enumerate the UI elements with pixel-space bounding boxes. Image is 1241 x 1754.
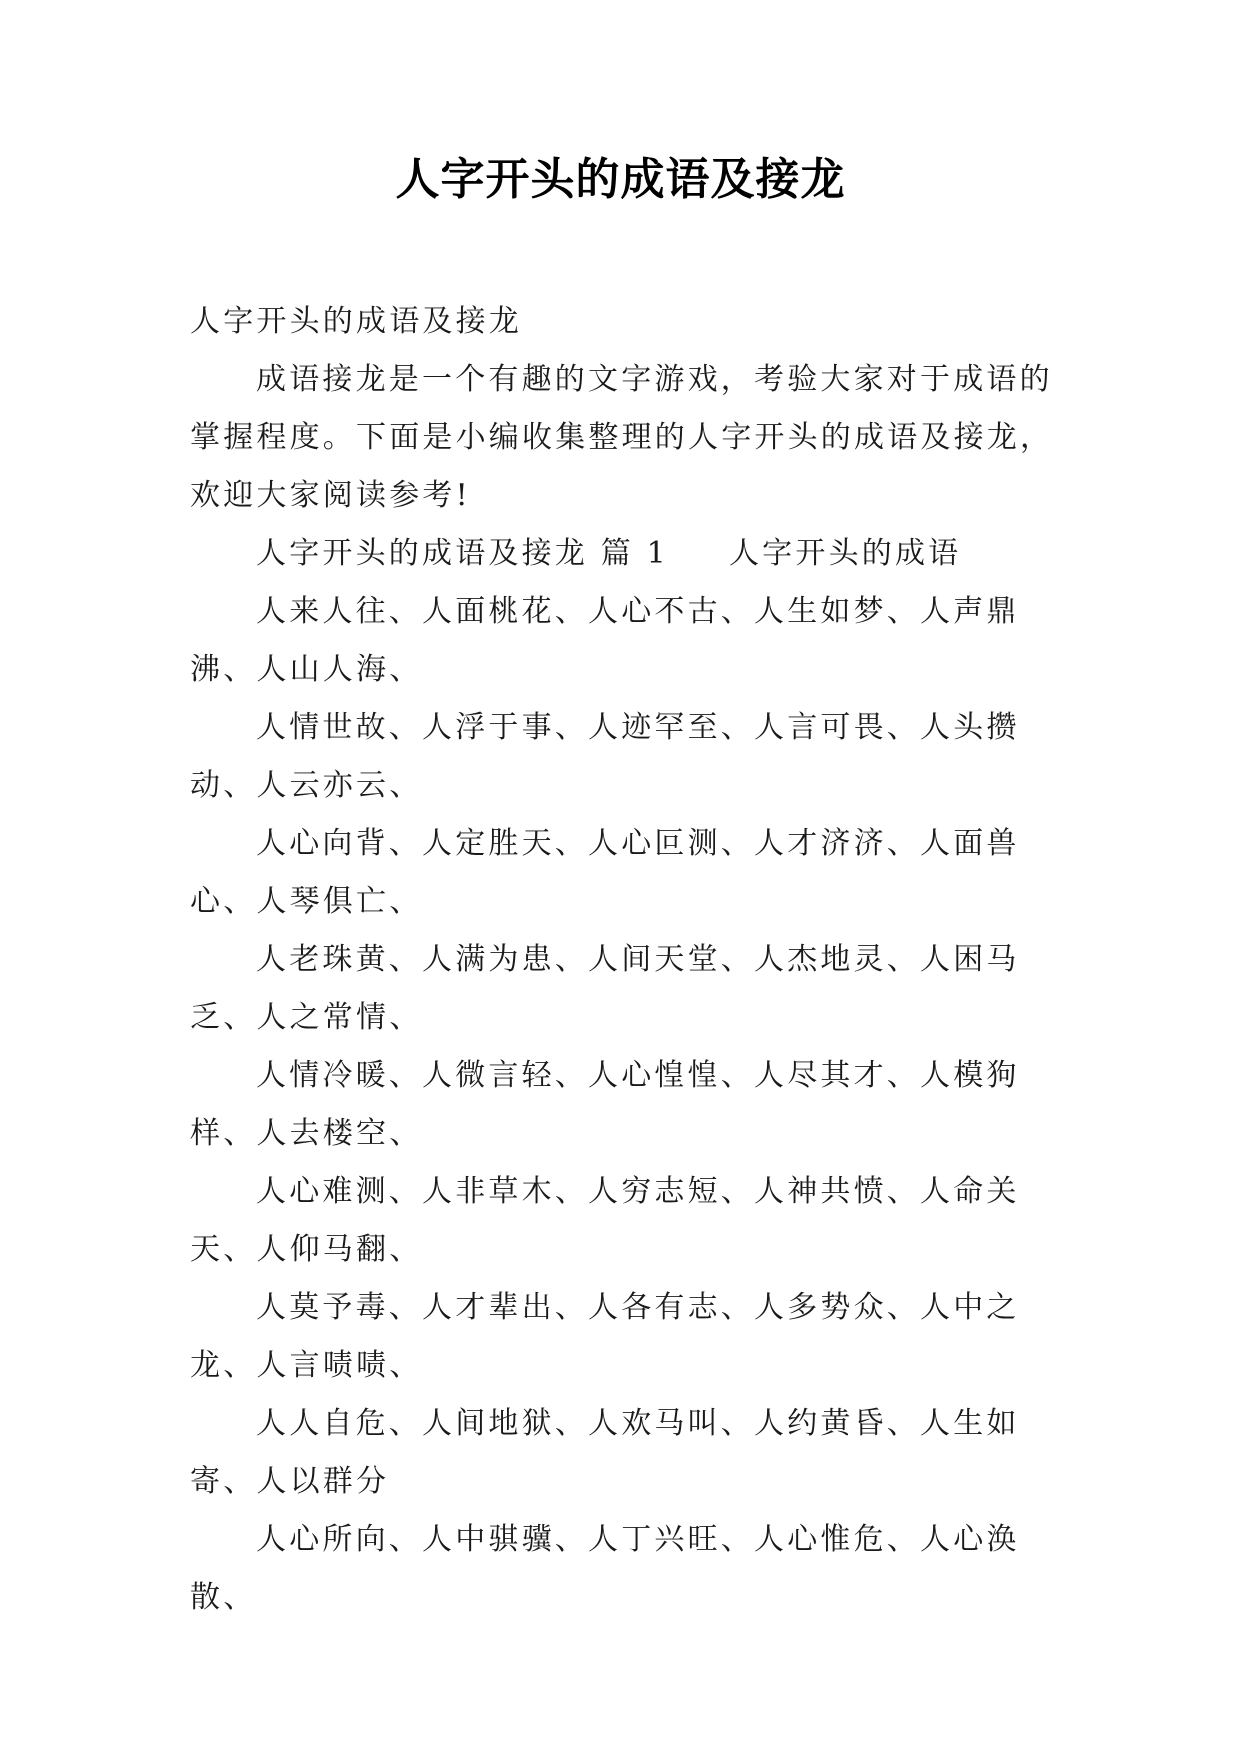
- idiom-line: 人来人往、人面桃花、人心不古、人生如梦、人声鼎沸、人山人海、: [190, 594, 1020, 687]
- idiom-line: 人老珠黄、人满为患、人间天堂、人杰地灵、人困马乏、人之常情、: [190, 942, 1020, 1035]
- idiom-line: 人心所向、人中骐骥、人丁兴旺、人心惟危、人心涣散、: [190, 1522, 1020, 1615]
- section-heading: 人字开头的成语及接龙 篇 1: [256, 536, 669, 571]
- idiom-line: 人情世故、人浮于事、人迹罕至、人言可畏、人头攒动、人云亦云、: [190, 710, 1020, 803]
- document-body: [190, 293, 1060, 1627]
- subtitle: 人字开头的成语及接龙: [190, 304, 522, 339]
- section-heading-line: [190, 525, 1060, 583]
- section-subheading: 人字开头的成语: [728, 536, 962, 571]
- idiom-line: 人情冷暖、人微言轻、人心惶惶、人尽其才、人模狗样、人去楼空、: [190, 1058, 1020, 1151]
- document-title: 人字开头的成语及接龙: [395, 154, 846, 205]
- idiom-line: 人心难测、人非草木、人穷志短、人神共愤、人命关天、人仰马翻、: [190, 1174, 1020, 1267]
- idiom-line: 人人自危、人间地狱、人欢马叫、人约黄昏、人生如寄、人以群分: [190, 1406, 1020, 1499]
- intro-paragraph: 成语接龙是一个有趣的文字游戏，考验大家对于成语的掌握程度。下面是小编收集整理的人字开头的成语及接龙，欢迎大家阅读参考!: [190, 362, 1054, 513]
- idiom-line: 人莫予毒、人才辈出、人各有志、人多势众、人中之龙、人言啧啧、: [190, 1290, 1020, 1383]
- idiom-line: 人心向背、人定胜天、人心叵测、人才济济、人面兽心、人琴俱亡、: [190, 826, 1020, 919]
